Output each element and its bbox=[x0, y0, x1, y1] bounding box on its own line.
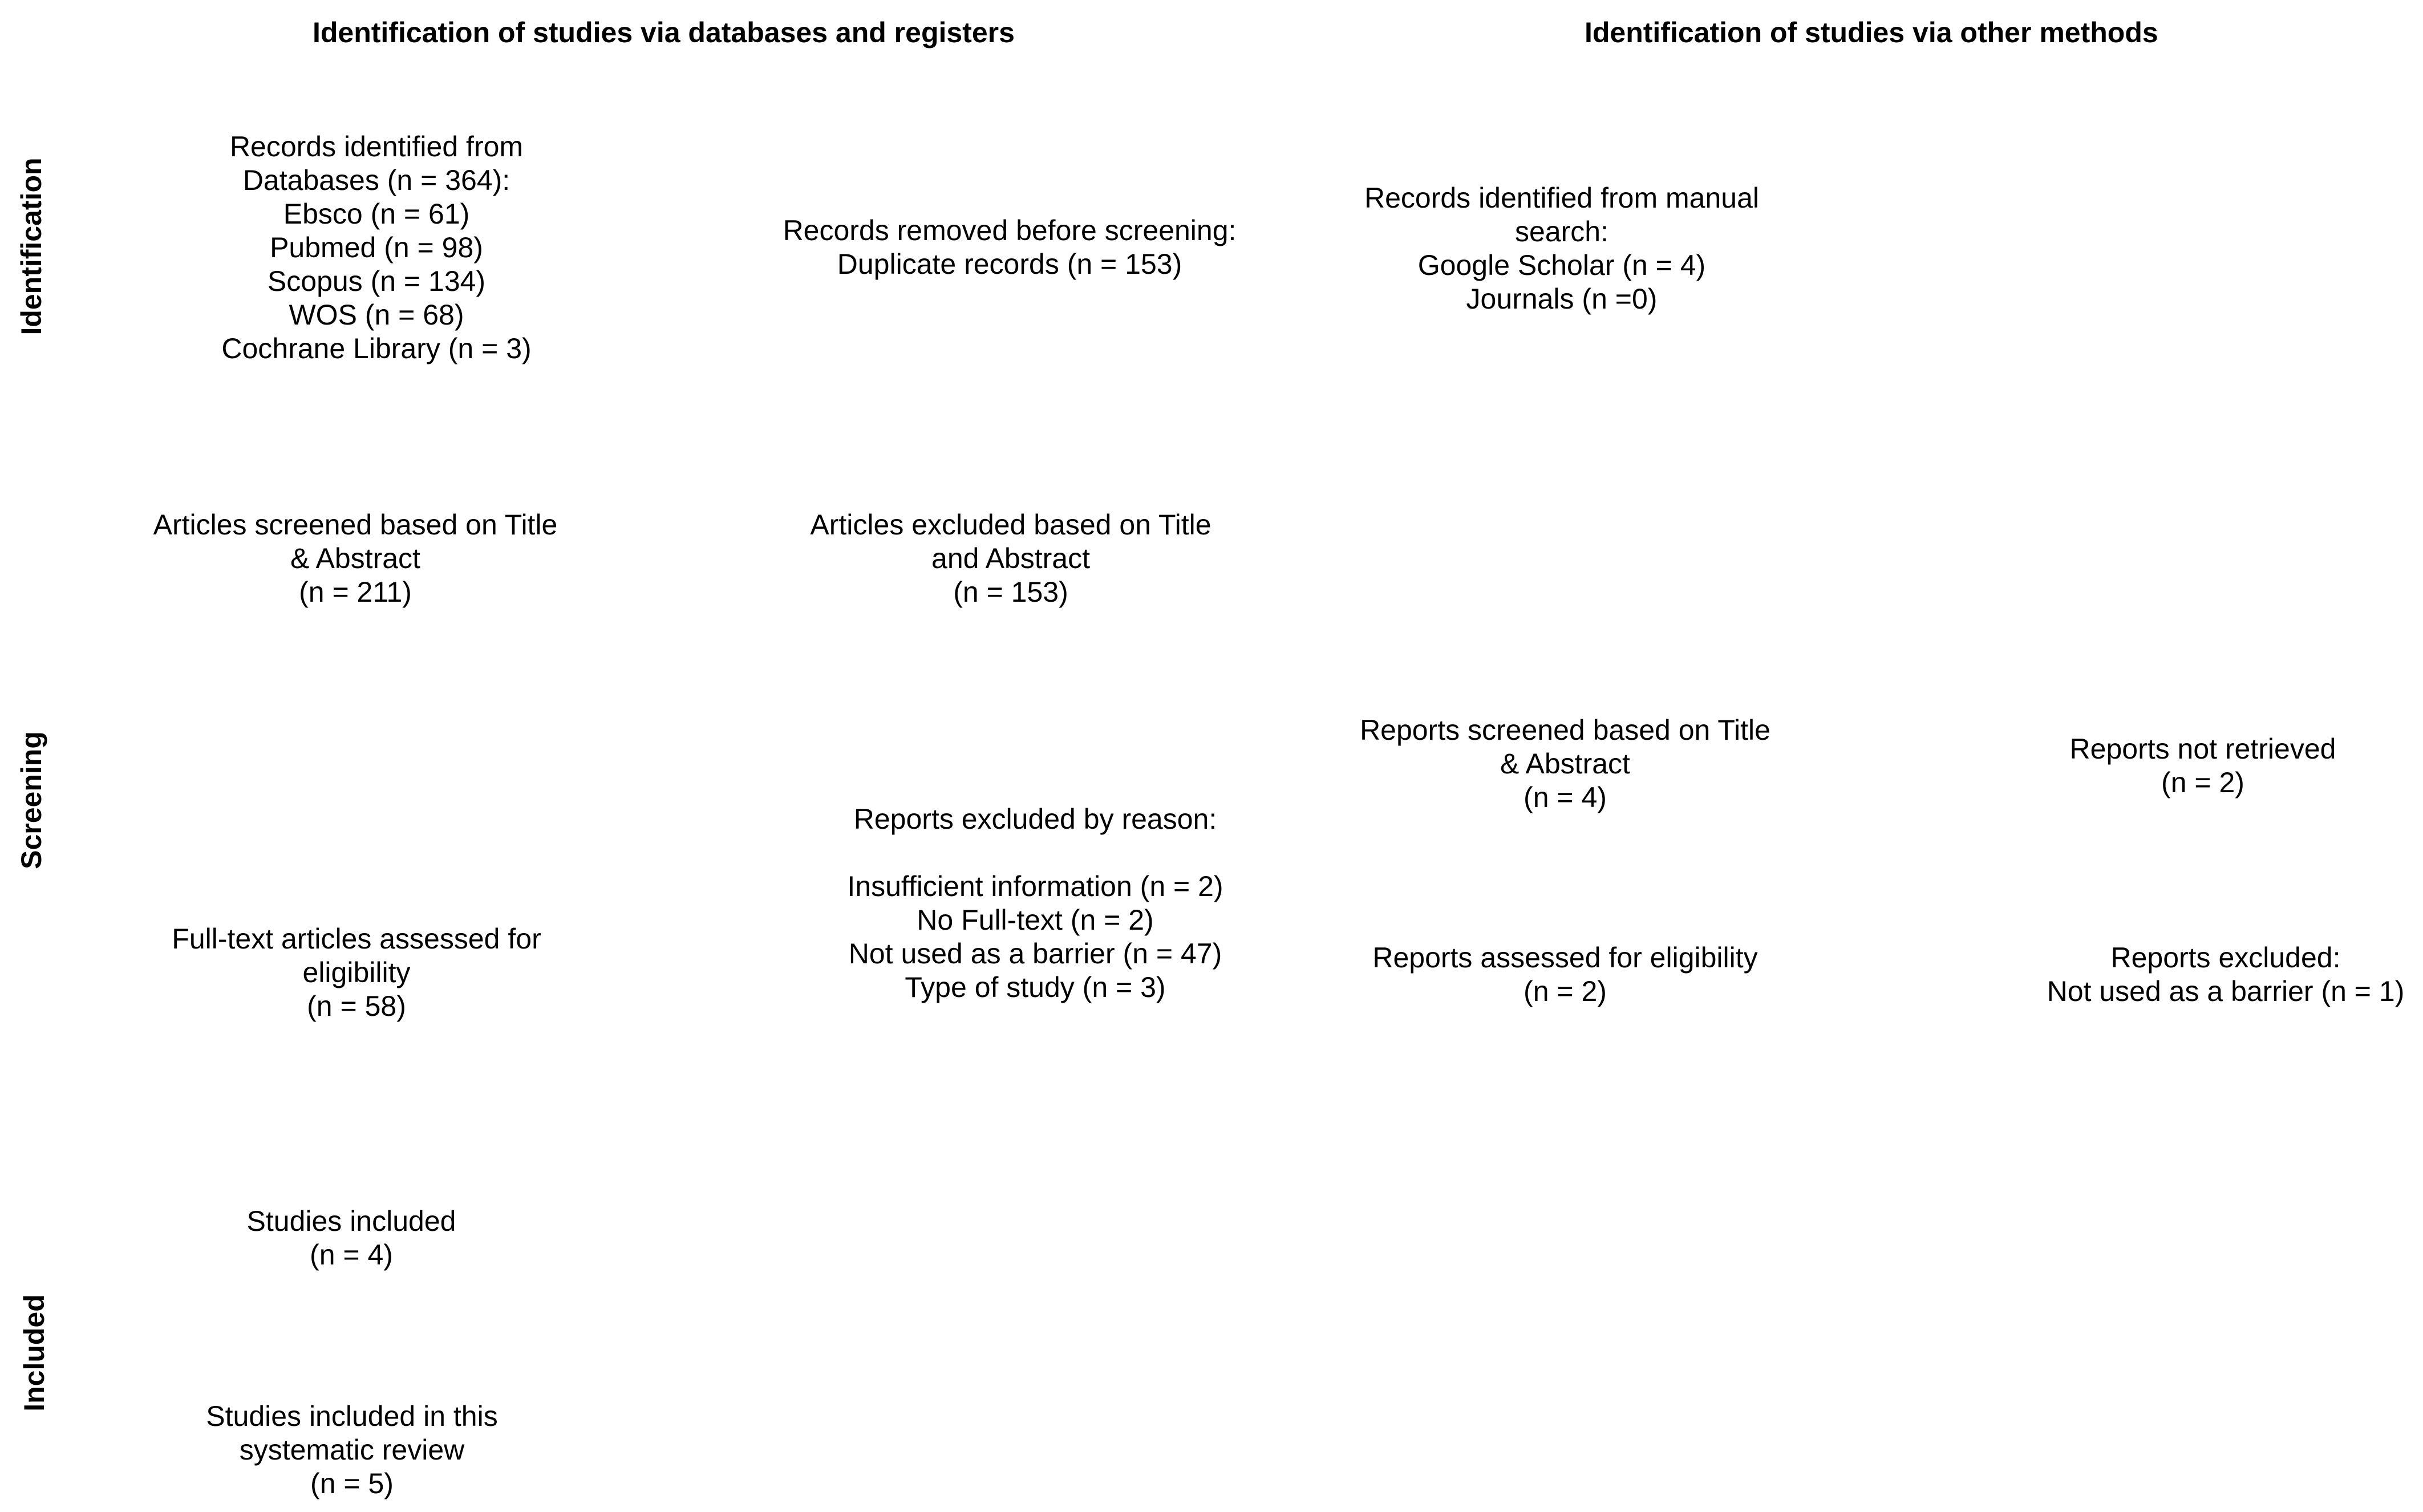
articles-excluded-box: Articles excluded based on Title and Abstract (n = 153) bbox=[810, 509, 1212, 608]
phase-label-identification: Identification bbox=[15, 157, 47, 335]
reports-excluded-other-box: Reports excluded: Not used as a barrier (n = 1) bbox=[2047, 942, 2405, 1007]
records-identified-box: Records identified from Databases (n = 364): Ebsco (n = 61) Pubmed (n = 98) Scopus (n = 134) WOS (n = 68) Cochrane Library (n = 3) bbox=[221, 131, 532, 364]
fulltext-assessed-box: Full-text articles assessed for eligibility (n = 58) bbox=[172, 923, 541, 1022]
records-removed-box: Records removed before screening: Duplicate records (n = 153) bbox=[783, 214, 1237, 280]
studies-included-review-box: Studies included in this systematic review (n = 5) bbox=[206, 1400, 498, 1499]
reports-excluded-reason-box: Reports excluded by reason: Insufficient information (n = 2) No Full-text (n = 2) Not used as a barrier (n = 47) Type of study (n = 3) bbox=[847, 803, 1223, 1003]
reports-not-retrieved-box: Reports not retrieved (n = 2) bbox=[2069, 733, 2336, 798]
reports-screened-other-box: Reports screened based on Title & Abstract (n = 4) bbox=[1360, 714, 1770, 813]
phase-label-included: Included bbox=[18, 1294, 50, 1412]
studies-included-box: Studies included (n = 4) bbox=[246, 1205, 456, 1271]
articles-screened-box: Articles screened based on Title & Abstract (n = 211) bbox=[153, 509, 558, 608]
reports-assessed-other-box: Reports assessed for eligibility (n = 2) bbox=[1372, 942, 1758, 1007]
phase-label-screening: Screening bbox=[15, 731, 47, 869]
header-databases: Identification of studies via databases and registers bbox=[313, 17, 1015, 48]
manual-search-box: Records identified from manual search: Google Scholar (n = 4) Journals (n =0) bbox=[1364, 182, 1759, 315]
header-other-methods: Identification of studies via other methods bbox=[1585, 17, 2158, 48]
